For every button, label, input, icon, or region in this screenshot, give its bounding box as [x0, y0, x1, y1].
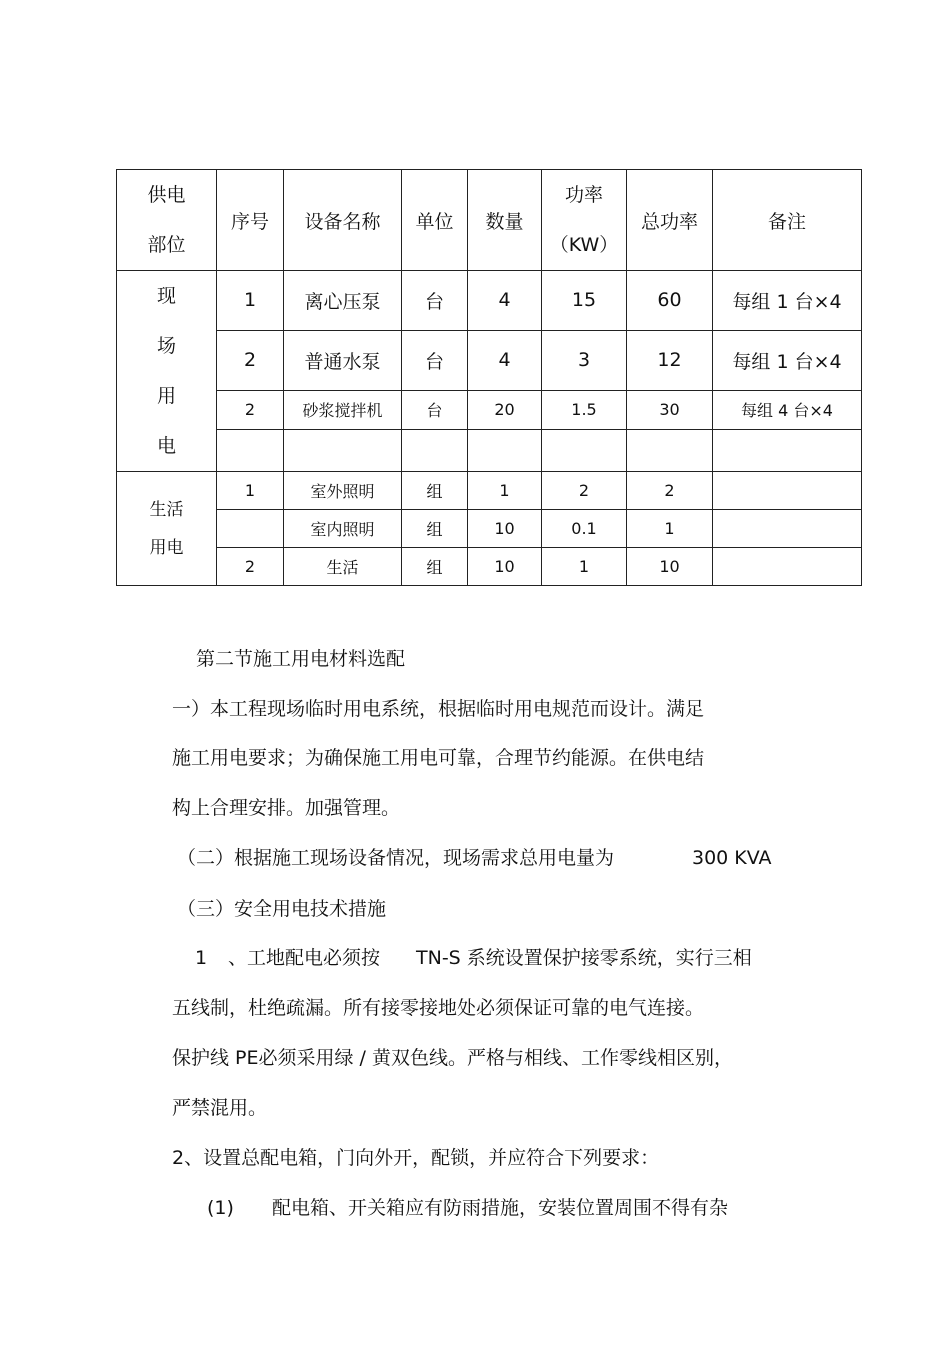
site-label-text [157, 271, 176, 471]
header-power-line1: 功率 [564, 184, 603, 206]
table-row [117, 472, 862, 510]
cell-name: 生活 [284, 548, 402, 586]
header-remark: 备注 [713, 170, 862, 271]
cell-power [542, 429, 627, 471]
paragraph-3: （三）安全用电技术措施 [177, 898, 387, 920]
paragraph-1-line-2: 施工用电要求；为确保施工用电可靠，合理节约能源。在供电结 [172, 747, 705, 769]
paragraph-4-number: 1 [195, 947, 208, 969]
cell-qty: 10 [468, 548, 542, 586]
header-name: 设备名称 [284, 170, 402, 271]
cell-unit: 台 [402, 391, 468, 429]
cell-remark: 每组 1 台×4 [713, 271, 862, 331]
cell-total: 12 [627, 330, 713, 391]
cell-remark [713, 472, 862, 510]
paragraph-4-line-3: 保护线 PE必须采用绿 / 黄双色线。严格与相线、工作零线相区别， [172, 1047, 733, 1069]
cell-remark: 每组 1 台×4 [713, 330, 862, 391]
site-label-char: 场 [156, 335, 176, 357]
paragraph-4-line-4: 严禁混用。 [172, 1097, 268, 1119]
paragraph-6-text: 配电箱、开关箱应有防雨措施，安装位置周围不得有杂 [272, 1197, 729, 1219]
cell-remark [713, 510, 862, 548]
cell-unit: 台 [402, 330, 468, 391]
header-total: 总功率 [627, 170, 713, 271]
header-supply-part-line2: 部位 [147, 234, 186, 256]
cell-remark [713, 429, 862, 471]
paragraph-2: （二）根据施工现场设备情况，现场需求总用电量为 [177, 847, 615, 869]
cell-total [627, 429, 713, 471]
cell-seq [217, 429, 284, 471]
equipment-power-table [116, 169, 862, 586]
cell-seq [217, 510, 284, 548]
cell-name: 普通水泵 [284, 330, 402, 391]
paragraph-2-value: 300 KVA [692, 847, 772, 869]
cell-total: 60 [627, 271, 713, 331]
life-power-label [117, 472, 217, 586]
cell-qty: 4 [468, 271, 542, 331]
cell-name: 离心压泵 [284, 271, 402, 331]
cell-total: 2 [627, 472, 713, 510]
cell-qty: 10 [468, 510, 542, 548]
cell-qty [468, 429, 542, 471]
life-label-line1: 生活 [149, 499, 184, 520]
paragraph-4-line-2: 五线制，杜绝疏漏。所有接零接地处必须保证可靠的电气连接。 [172, 997, 705, 1019]
paragraph-4-part-a: 、工地配电必须按 [228, 947, 381, 969]
cell-total: 1 [627, 510, 713, 548]
header-power [542, 170, 627, 271]
cell-remark: 每组 4 台×4 [713, 391, 862, 429]
site-label-char: 电 [156, 435, 176, 457]
header-supply-part [117, 170, 217, 271]
life-label-line2: 用电 [149, 537, 184, 558]
cell-seq: 1 [217, 271, 284, 331]
table-row [117, 548, 862, 586]
cell-power: 3 [542, 330, 627, 391]
cell-power: 0.1 [542, 510, 627, 548]
table-row [117, 429, 862, 471]
table-row [117, 510, 862, 548]
site-label-char: 现 [156, 285, 176, 307]
cell-remark [713, 548, 862, 586]
header-unit: 单位 [402, 170, 468, 271]
table-row [117, 330, 862, 391]
cell-seq: 2 [217, 548, 284, 586]
cell-unit [402, 429, 468, 471]
header-power-line2: （KW） [549, 234, 619, 256]
cell-qty: 1 [468, 472, 542, 510]
header-qty: 数量 [468, 170, 542, 271]
cell-power: 1.5 [542, 391, 627, 429]
cell-unit: 组 [402, 472, 468, 510]
cell-name: 室外照明 [284, 472, 402, 510]
cell-name [284, 429, 402, 471]
cell-name: 室内照明 [284, 510, 402, 548]
cell-seq: 2 [217, 330, 284, 391]
cell-seq: 1 [217, 472, 284, 510]
cell-power: 15 [542, 271, 627, 331]
cell-total: 30 [627, 391, 713, 429]
paragraph-6-number: (1) [207, 1197, 234, 1219]
cell-power: 1 [542, 548, 627, 586]
cell-name: 砂浆搅拌机 [284, 391, 402, 429]
table-row [117, 271, 862, 331]
table-row [117, 391, 862, 429]
paragraph-5: 2、设置总配电箱，门向外开，配锁，并应符合下列要求： [172, 1147, 660, 1169]
header-seq: 序号 [217, 170, 284, 271]
cell-seq: 2 [217, 391, 284, 429]
cell-unit: 组 [402, 510, 468, 548]
header-supply-part-line1: 供电 [147, 184, 186, 206]
site-label-char: 用 [156, 385, 176, 407]
cell-unit: 组 [402, 548, 468, 586]
paragraph-1-line-1: 一）本工程现场临时用电系统，根据临时用电规范而设计。满足 [172, 698, 705, 720]
cell-qty: 20 [468, 391, 542, 429]
cell-unit: 台 [402, 271, 468, 331]
cell-power: 2 [542, 472, 627, 510]
paragraph-4-part-b: TN-S 系统设置保护接零系统，实行三相 [416, 947, 752, 969]
paragraph-1-line-3: 构上合理安排。加强管理。 [172, 797, 401, 819]
cell-total: 10 [627, 548, 713, 586]
table-header-row [117, 170, 862, 271]
section-title: 第二节施工用电材料选配 [196, 648, 406, 670]
site-power-label [117, 271, 217, 472]
cell-qty: 4 [468, 330, 542, 391]
